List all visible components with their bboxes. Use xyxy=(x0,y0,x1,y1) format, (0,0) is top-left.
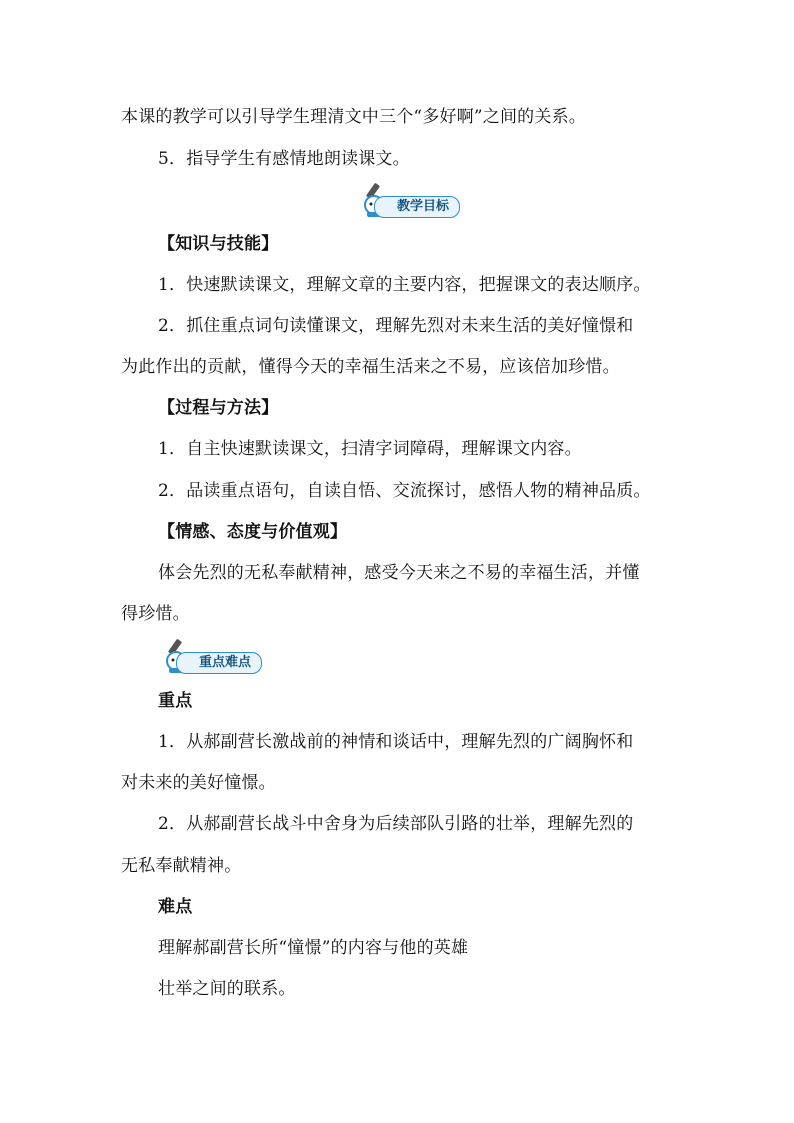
knowledge-item-2b: 为此作出的贡献，懂得今天的幸福生活来之不易，应该倍加珍惜。 xyxy=(121,357,620,377)
emotion-line-1b: 得珍惜。 xyxy=(121,604,190,624)
process-item-1: 1．自主快速默读课文，扫清字词障碍，理解课文内容。 xyxy=(158,439,582,459)
process-heading: 【过程与方法】 xyxy=(158,398,279,418)
key-item-2a: 2．从郝副营长战斗中舍身为后续部队引路的壮举，理解先烈的 xyxy=(158,814,634,834)
difficult-line-1a: 理解郝副营长所“憧憬”的内容与他的英雄 xyxy=(158,938,469,958)
badge-label: 重点难点 xyxy=(176,652,262,674)
emotion-heading: 【情感、态度与价值观】 xyxy=(158,522,348,542)
difficult-heading: 难点 xyxy=(158,897,193,917)
process-item-2: 2．品读重点语句，自读自悟、交流探讨，感悟人物的精神品质。 xyxy=(158,481,651,501)
key-item-1b: 对未来的美好憧憬。 xyxy=(121,773,276,793)
key-item-2b: 无私奉献精神。 xyxy=(121,856,242,876)
knowledge-heading: 【知识与技能】 xyxy=(158,234,279,254)
emotion-line-1a: 体会先烈的无私奉献精神，感受今天来之不易的幸福生活，并懂 xyxy=(158,563,640,583)
intro-line-2: 5．指导学生有感情地朗读课文。 xyxy=(158,149,410,169)
section-badge-key-difficult xyxy=(158,645,278,675)
intro-line-1: 本课的教学可以引导学生理清文中三个“多好啊”之间的关系。 xyxy=(121,107,586,127)
difficult-line-1b: 壮举之间的联系。 xyxy=(158,979,296,999)
badge-label: 教学目标 xyxy=(374,196,460,218)
knowledge-item-1: 1．快速默读课文，理解文章的主要内容，把握课文的表达顺序。 xyxy=(158,275,651,295)
key-heading: 重点 xyxy=(158,691,193,711)
knowledge-item-2a: 2．抓住重点词句读懂课文，理解先烈对未来生活的美好憧憬和 xyxy=(158,316,634,336)
section-badge-teaching-goals xyxy=(356,189,476,219)
key-item-1a: 1．从郝副营长激战前的神情和谈话中，理解先烈的广阔胸怀和 xyxy=(158,732,634,752)
